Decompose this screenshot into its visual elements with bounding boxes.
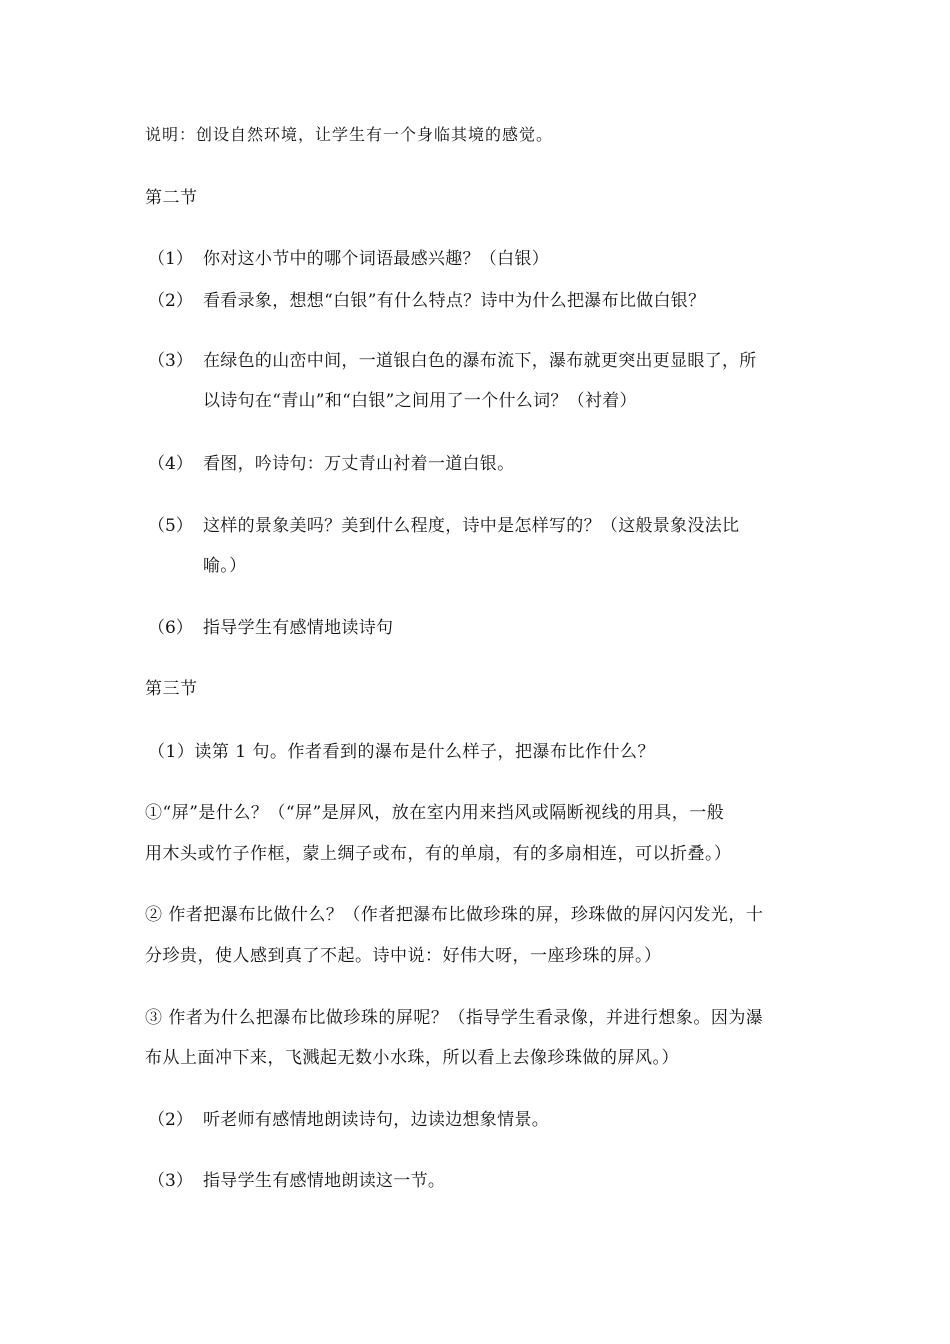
item-number: （2）	[148, 291, 193, 311]
item-text: 这样的景象美吗？美到什么程度，诗中是怎样写的？（这般景象没法比	[203, 516, 740, 536]
sub-question-3-continued: 布从上面冲下来，飞溅起无数小水珠，所以看上去像珍珠做的屏风。）	[145, 1048, 679, 1068]
item-number: （2）	[148, 1110, 193, 1130]
item-number: （4）	[148, 454, 193, 474]
item-number: （6）	[148, 618, 193, 638]
section-heading-2: 第二节	[145, 188, 198, 208]
item-text-continued: 喻。）	[203, 556, 247, 576]
explanation-note: 说明：创设自然环境，让学生有一个身临其境的感觉。	[145, 125, 554, 144]
item-number: （1）	[148, 249, 193, 269]
section-heading-3: 第三节	[145, 679, 198, 699]
item-number: （3）	[148, 351, 193, 371]
sub-question-1: ①“屏”是什么？（“屏”是屏风，放在室内用来挡风或隔断视线的用具，一般	[145, 803, 725, 823]
item-text: 指导学生有感情地读诗句	[203, 618, 394, 638]
sub-question-1-continued: 用木头或竹子作框，蒙上绸子或布，有的单扇，有的多扇相连，可以折叠。）	[145, 844, 732, 864]
sub-question-2-continued: 分珍贵，使人感到真了不起。诗中说：好伟大呀，一座珍珠的屏。）	[145, 946, 662, 966]
item-text: 指导学生有感情地朗读这一节。	[203, 1171, 446, 1191]
item-text-continued: 以诗句在“青山”和“白银”之间用了一个什么词？（衬着）	[203, 391, 637, 411]
item-number: （5）	[148, 516, 193, 536]
item-text: 看图，吟诗句：万丈青山衬着一道白银。	[203, 454, 515, 474]
sub-question-2: ② 作者把瀑布比做什么？（作者把瀑布比做珍珠的屏，珍珠做的屏闪闪发光，十	[145, 905, 764, 925]
item-text: 看看录象，想想“白银”有什么特点？诗中为什么把瀑布比做白银？	[203, 291, 706, 311]
item-text: 听老师有感情地朗读诗句，边读边想象情景。	[203, 1110, 549, 1130]
item-text: 在绿色的山峦中间，一道银白色的瀑布流下，瀑布就更突出更显眼了，所	[203, 351, 757, 371]
sub-question-3: ③ 作者为什么把瀑布比做珍珠的屏呢？（指导学生看录像，并进行想象。因为瀑	[145, 1008, 764, 1028]
question-1: （1）读第 1 句。作者看到的瀑布是什么样子，把瀑布比作什么？	[148, 742, 655, 762]
item-text: 你对这小节中的哪个词语最感兴趣？（白银）	[203, 249, 549, 269]
item-number: （3）	[148, 1171, 193, 1191]
